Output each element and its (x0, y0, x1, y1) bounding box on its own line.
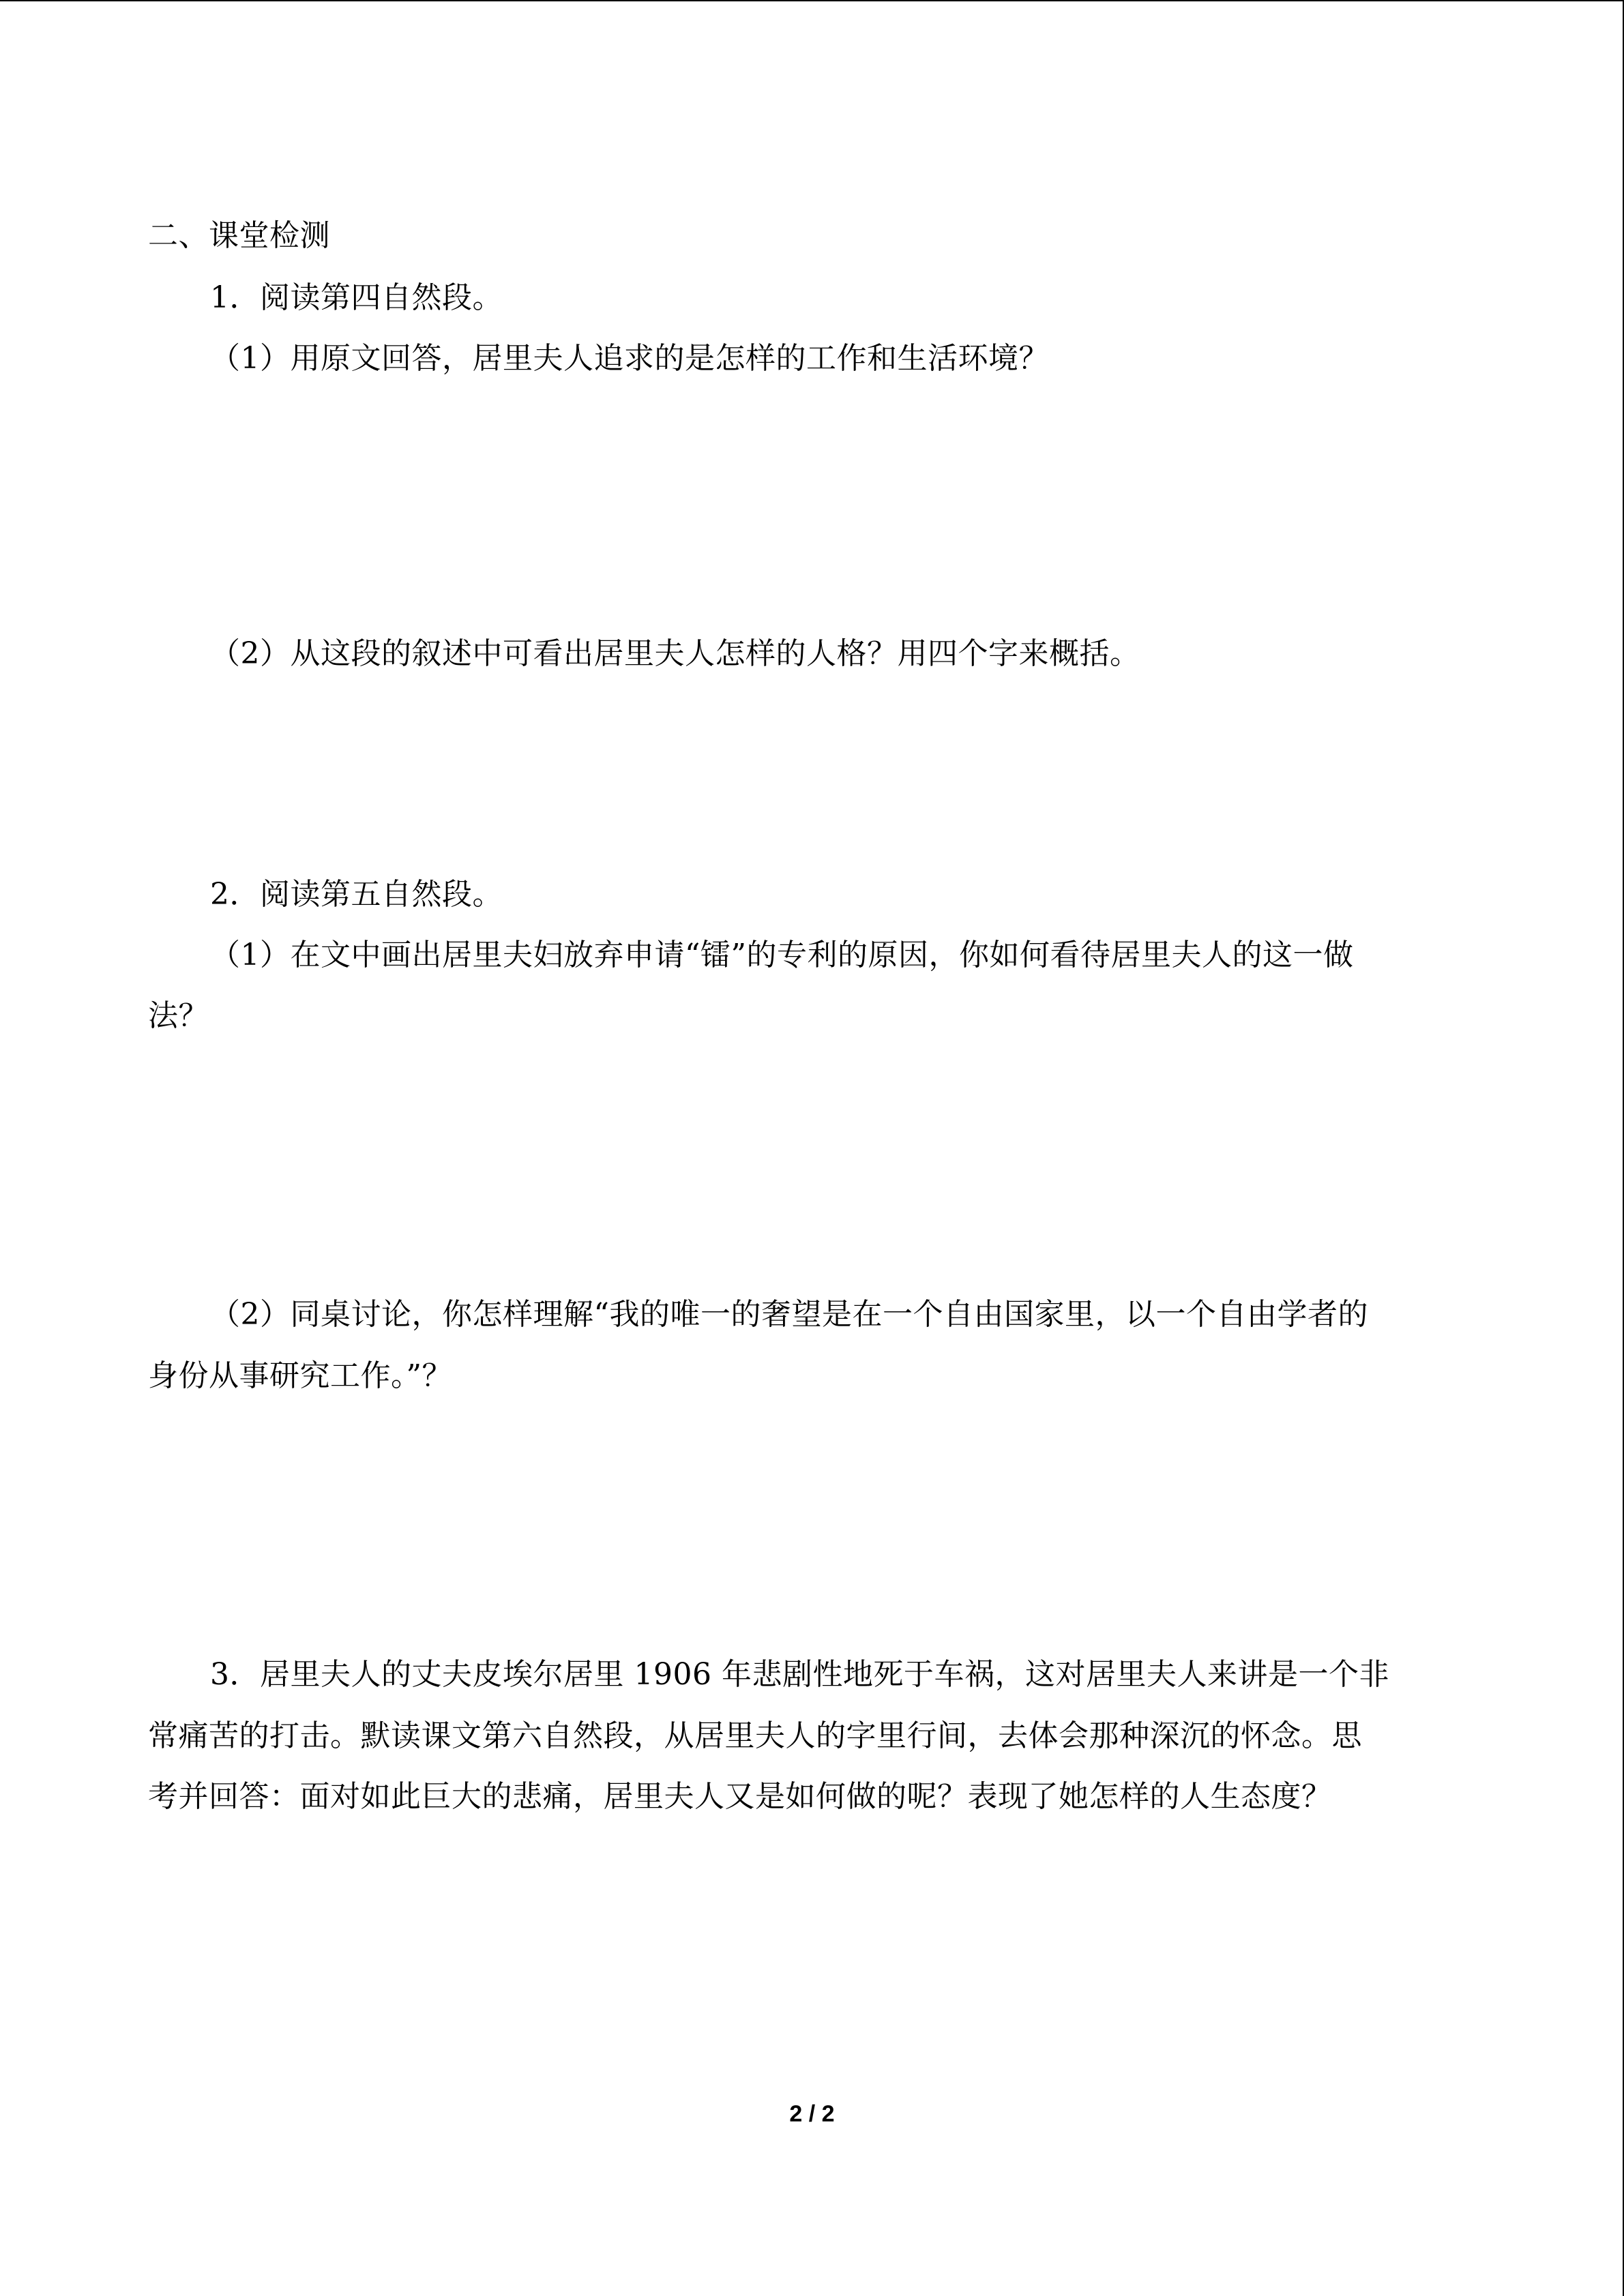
question-2-intro: 2．阅读第五自然段。 (210, 877, 503, 912)
question-1-sub-2: （2）从这段的叙述中可看出居里夫人怎样的人格？用四个字来概括。 (210, 636, 1140, 671)
question-2-sub-2-line-2: 身份从事研究工作。”？ (148, 1358, 452, 1393)
question-3-line-3: 考并回答：面对如此巨大的悲痛，居里夫人又是如何做的呢？表现了她怎样的人生态度？ (148, 1779, 1332, 1814)
question-3-line-2: 常痛苦的打击。默读课文第六自然段，从居里夫人的字里行间，去体会那种深沉的怀念。思 (148, 1718, 1362, 1753)
question-2-sub-2-line-1: （2）同桌讨论，你怎样理解“我的唯一的奢望是在一个自由国家里，以一个自由学者的 (210, 1297, 1368, 1332)
question-1-intro: 1．阅读第四自然段。 (210, 280, 503, 315)
page-top-border (0, 0, 1624, 1)
question-2-sub-1-line-2: 法？ (148, 998, 209, 1033)
question-1-sub-1: （1）用原文回答，居里夫人追求的是怎样的工作和生活环境？ (210, 341, 1049, 376)
question-2-sub-1-line-1: （1）在文中画出居里夫妇放弃申请“镭”的专利的原因，你如何看待居里夫人的这一做 (210, 938, 1354, 972)
page-number: 2 / 2 (789, 2101, 835, 2127)
section-title: 二、课堂检测 (148, 218, 330, 253)
question-3-line-1: 3．居里夫人的丈夫皮埃尔居里 1906 年悲剧性地死于车祸，这对居里夫人来讲是一个非 (210, 1657, 1389, 1692)
